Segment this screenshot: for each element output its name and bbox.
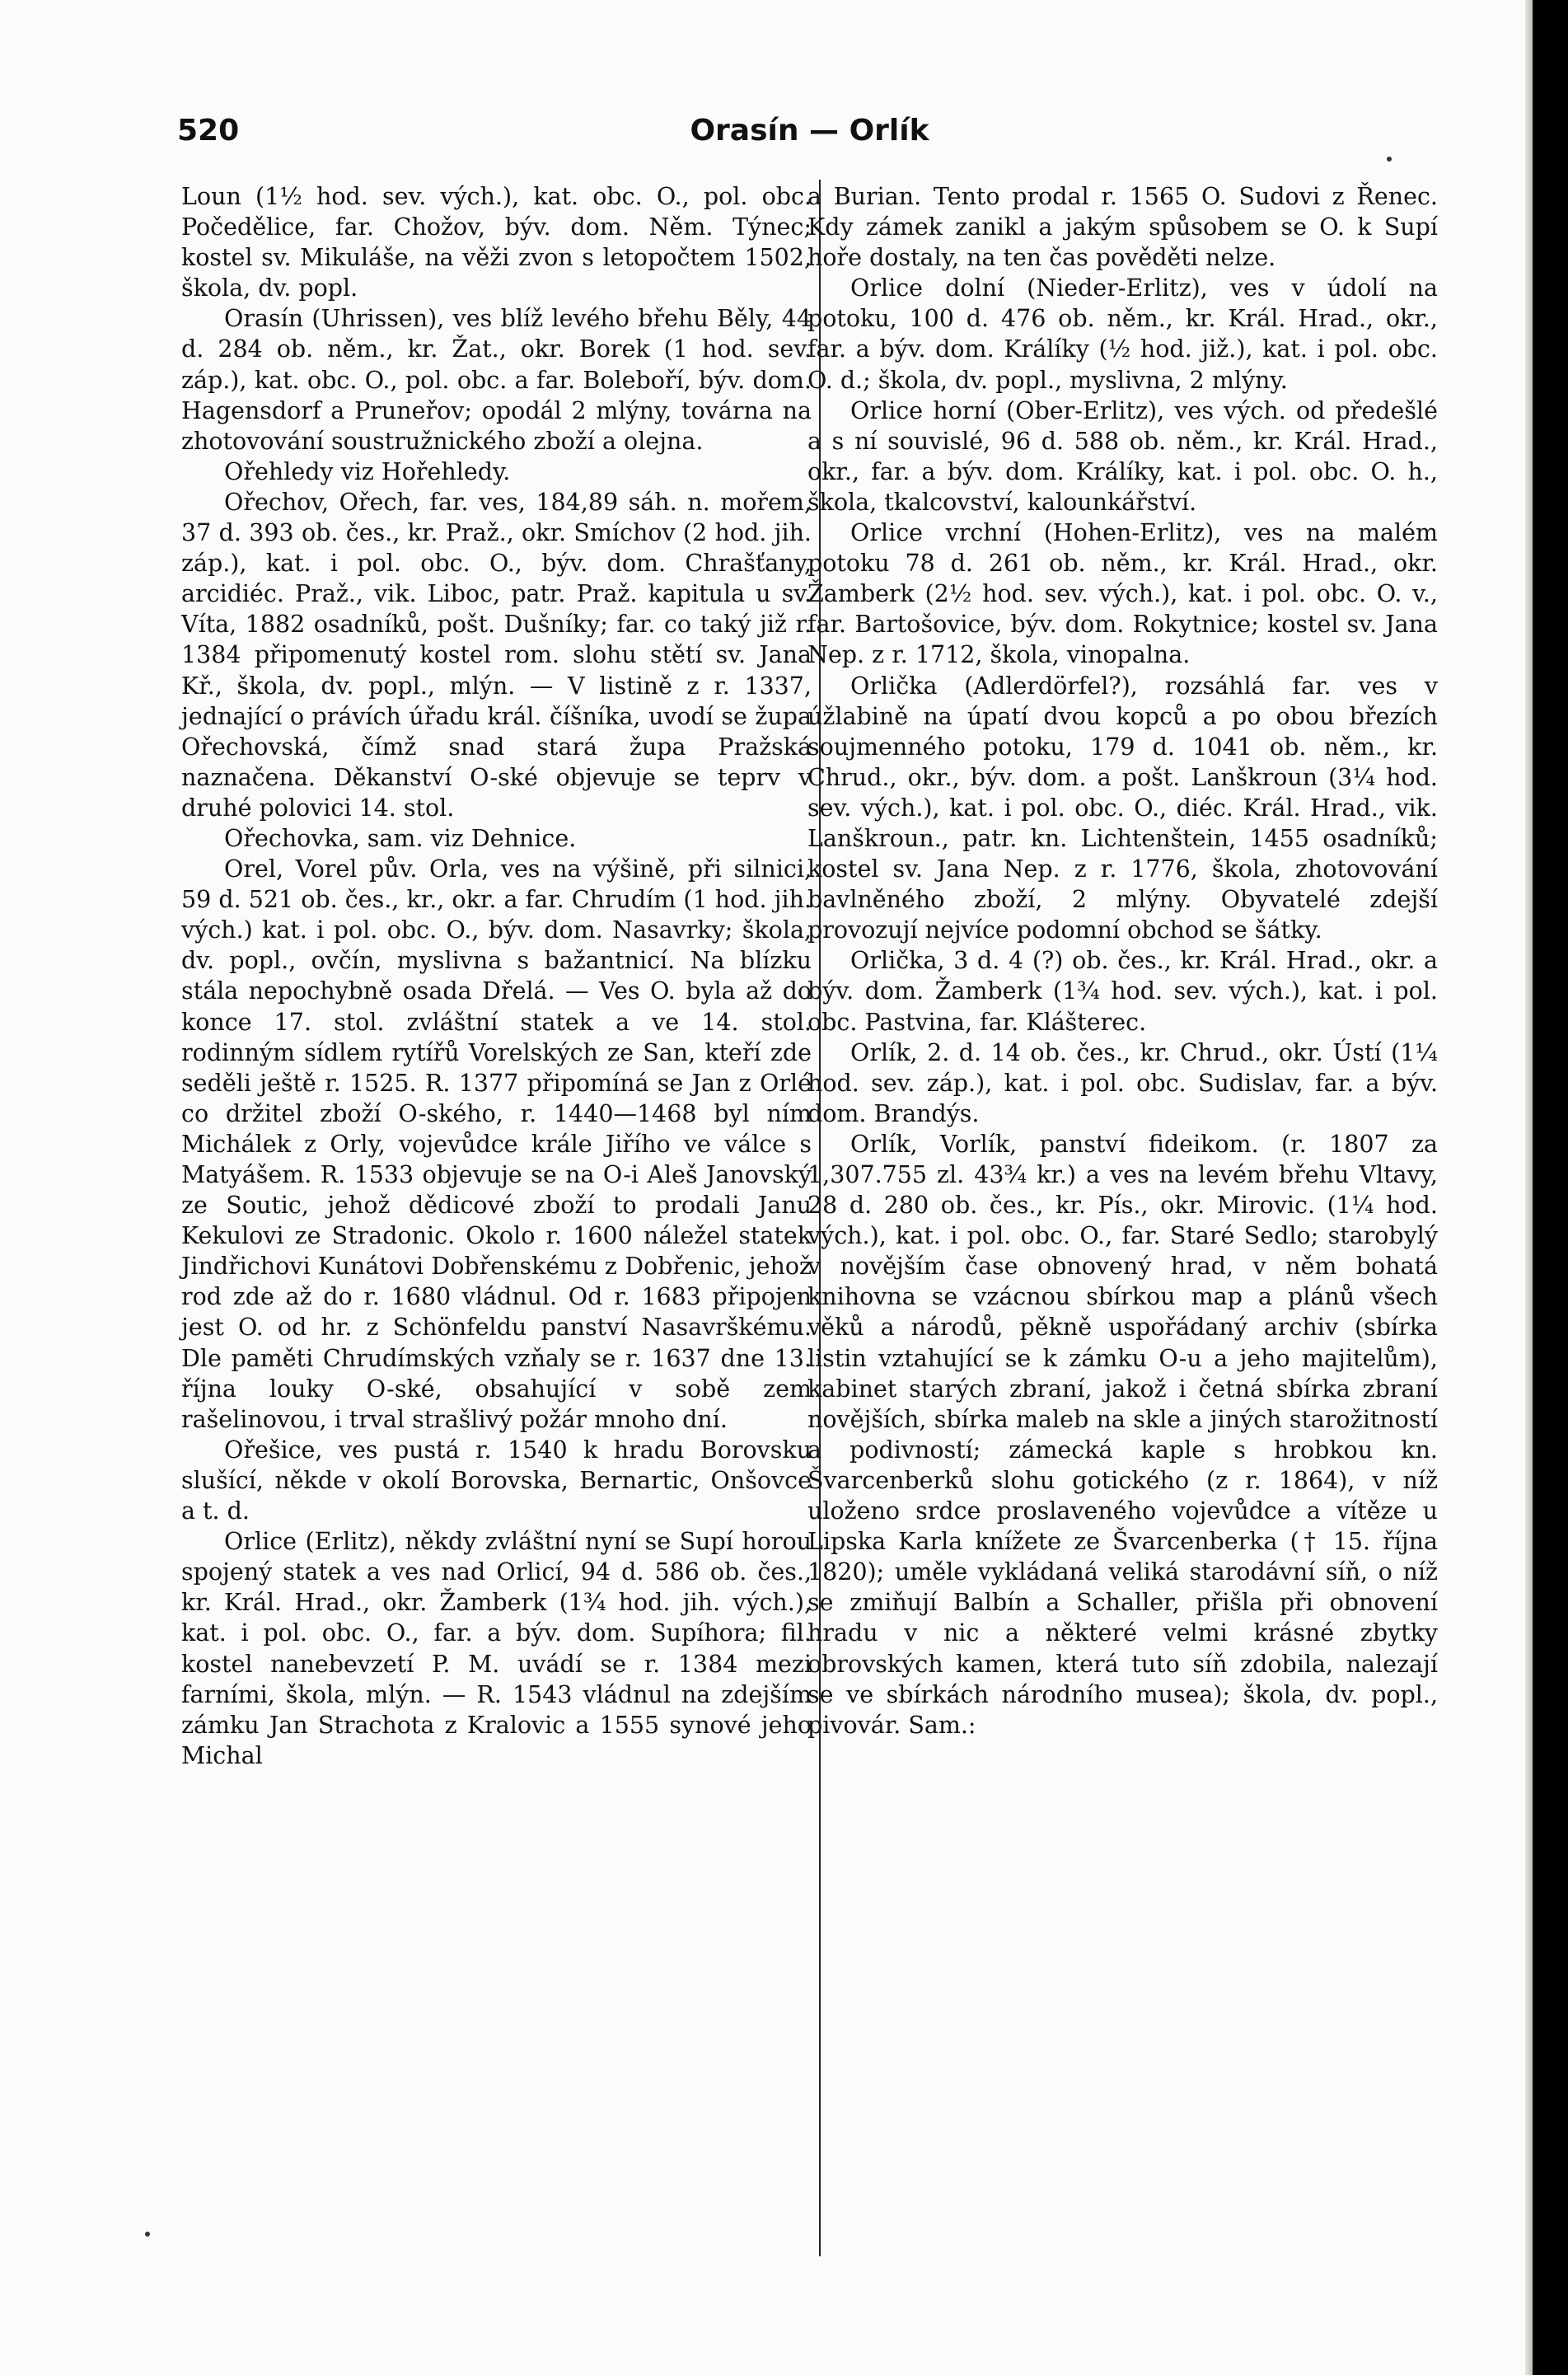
paragraph: Orlice dolní (Nieder-Erlitz), ves v údolí na potoku, 100 d. 476 ob. něm., kr. Král. Hrad., okr., far. a býv. dom. Králíky (½ hod. již.), kat. i pol. obc. O. d.; škola, dv. popl., myslivna, 2 mlýny. [807,274,1438,394]
page-number: 520 [177,114,240,148]
paragraph: Orel, Vorel pův. Orla, ves na výšině, při silnici, 59 d. 521 ob. čes., kr., okr. a far. Chrudím (1 hod. jih. vých.) kat. i pol. obc. O., býv. dom. Nasavrky; škola, dv. popl., ovčín, myslivna s bažantnicí. Na blízku stála nepochybně osada Dřelá. — Ves O. byla až do konce 17. stol. zvláštní statek a ve 14. stol. rodinným sídlem rytířů Vorelských ze San, kteří zde seděli ještě r. 1525. R. 1377 připomíná se Jan z Orlé co držitel zboží O-ského, r. 1440—1468 byl ním Michálek z Orly, vojevůdce krále Jiřího ve válce s Matyášem. R. 1533 objevuje se na O-i Aleš Janovský ze Soutic, jehož dědicové zboží to prodali Janu Kekulovi ze Stradonic. Okolo r. 1600 náležel statek Jindřichovi Kunátovi Dobřenskému z Dobřenic, jehož rod zde až do r. 1680 vládnul. Od r. 1683 připojen jest O. od hr. z Schönfeldu panství Nasavrškému. Dle paměti Chrudímských vzňaly se r. 1637 dne 13. října louky O-ské, obsahující v sobě zem rašelinovou, i trval strašlivý požár mnoho dní. [181,855,812,1433]
paragraph: Orlička, 3 d. 4 (?) ob. čes., kr. Král. Hrad., okr. a býv. dom. Žamberk (1¾ hod. sev. vých.), kat. i pol. obc. Pastvina, far. Klášterec. [807,947,1438,1036]
paragraph: Orlice vrchní (Hohen-Erlitz), ves na malém potoku 78 d. 261 ob. něm., kr. Král. Hrad., okr. Žamberk (2½ hod. sev. vých.), kat. i pol. obc. O. v., far. Bartošovice, býv. dom. Rokytnice; kostel sv. Jana Nep. z r. 1712, škola, vinopalna. [807,519,1438,669]
page-header [177,114,1442,155]
paragraph: Orasín (Uhrissen), ves blíž levého břehu Běly, 44 d. 284 ob. něm., kr. Žat., okr. Borek (1 hod. sev. záp.), kat. obc. O., pol. obc. a far. Boleboří, býv. dom. Hagensdorf a Pruneřov; opodál 2 mlýny, továrna na zhotovování soustružnického zboží a olejna. [181,305,812,455]
running-head: Orasín — Orlík [690,114,929,148]
paragraph: Orlice (Erlitz), někdy zvláštní nyní se Supí horou spojený statek a ves nad Orlicí, 94 d. 586 ob. čes., kr. Král. Hrad., okr. Žamberk (1¾ hod. jih. vých.), kat. i pol. obc. O., far. a býv. dom. Supíhora; fil. kostel nanebevzetí P. M. uvádí se r. 1384 mezi farními, škola, mlýn. — R. 1543 vládnul na zdejším zámku Jan Strachota z Kralovic a 1555 synové jeho Michal [181,1528,812,1769]
paragraph: Ořešice, ves pustá r. 1540 k hradu Borovsku slušící, někde v okolí Borovska, Bernartic, Onšovce a t. d. [181,1436,812,1525]
print-speck [1387,157,1392,162]
paragraph: Orlík, Vorlík, panství fideikom. (r. 1807 za 1,307.755 zl. 43¾ kr.) a ves na levém břehu Vltavy, 28 d. 280 ob. čes., kr. Pís., okr. Mirovic. (1¼ hod. vých.), kat. i pol. obc. O., far. Staré Sedlo; starobylý v novějším čase obnovený hrad, v něm bohatá knihovna se vzácnou sbírkou map a plánů všech věků a národů, pěkně uspořádaný archiv (sbírka listin vztahující se k zámku O-u a jeho majitelům), kabinet starých zbraní, jakož i četná sbírka zbraní novějších, sbírka maleb na skle a jiných starožitností a podivností; zámecká kaple s hrobkou kn. Švarcenberků slohu gotického (z r. 1864), v níž uloženo srdce proslaveného vojevůdce a vítěze u Lipska Karla knížete ze Švarcenberka († 15. října 1820); uměle vykládaná veliká starodávní síň, o níž se zmiňují Balbín a Schaller, přišla při obnovení hradu v nic a některé velmi krásné zbytky obrovských kamen, která tuto síň zdobila, nalezají se ve sbírkách národního musea); škola, dv. popl., pivovár. Sam.: [807,1130,1438,1739]
paragraph: Ořechov, Ořech, far. ves, 184,89 sáh. n. mořem, 37 d. 393 ob. čes., kr. Praž., okr. Smíchov (2 hod. jih. záp.), kat. i pol. obc. O., býv. dom. Chrašťany, arcidiéc. Praž., vik. Liboc, patr. Praž. kapitula u sv. Víta, 1882 osadníků, pošt. Dušníky; far. co taký již r. 1384 připomenutý kostel rom. slohu stětí sv. Jana Kř., škola, dv. popl., mlýn. — V listině z r. 1337, jednající o právích úřadu král. číšníka, uvodí se župa Ořechovská, čímž snad stará župa Pražská naznačena. Děkanství O-ské objevuje se teprv v druhé polovici 14. stol. [181,488,812,822]
paragraph: Loun (1½ hod. sev. vých.), kat. obc. O., pol. obc. Počedělice, far. Chožov, býv. dom. Něm. Týnec; kostel sv. Mikuláše, na věži zvon s letopočtem 1502, škola, dv. popl. [181,183,812,302]
paragraph: a Burian. Tento prodal r. 1565 O. Sudovi z Řenec. Kdy zámek zanikl a jakým spůsobem se O. k Supí hoře dostaly, na ten čas pověděti nelze. [807,183,1438,272]
left-column [181,181,812,1771]
right-column [807,181,1438,1740]
page-edge [1525,0,1533,2375]
paragraph: Orlík, 2. d. 14 ob. čes., kr. Chrud., okr. Ústí (1¼ hod. sev. záp.), kat. i pol. obc. Sudislav, far. a býv. dom. Brandýs. [807,1038,1438,1127]
paragraph: Orlice horní (Ober-Erlitz), ves vých. od předešlé a s ní souvislé, 96 d. 588 ob. něm., kr. Král. Hrad., okr., far. a býv. dom. Králíky, kat. i pol. obc. O. h., škola, tkalcovství, kalounkářství. [807,396,1438,516]
print-speck [145,2232,150,2237]
paragraph: Ořehledy viz Hořehledy. [224,457,511,485]
paragraph: Orlička (Adlerdörfel?), rozsáhlá far. ves v úžlabině na úpatí dvou kopců a po obou březích soujmenného potoku, 179 d. 1041 ob. něm., kr. Chrud., okr., býv. dom. a pošt. Lanškroun (3¼ hod. sev. vých.), kat. i pol. obc. O., diéc. Král. Hrad., vik. Lanškroun., patr. kn. Lichtenštein, 1455 osadníků; kostel sv. Jana Nep. z r. 1776, škola, zhotovování bavlněného zboží, 2 mlýny. Obyvatelé zdejší provozují nejvíce podomní obchod se šátky. [807,672,1438,944]
paragraph: Ořechovka, sam. viz Dehnice. [224,824,577,852]
